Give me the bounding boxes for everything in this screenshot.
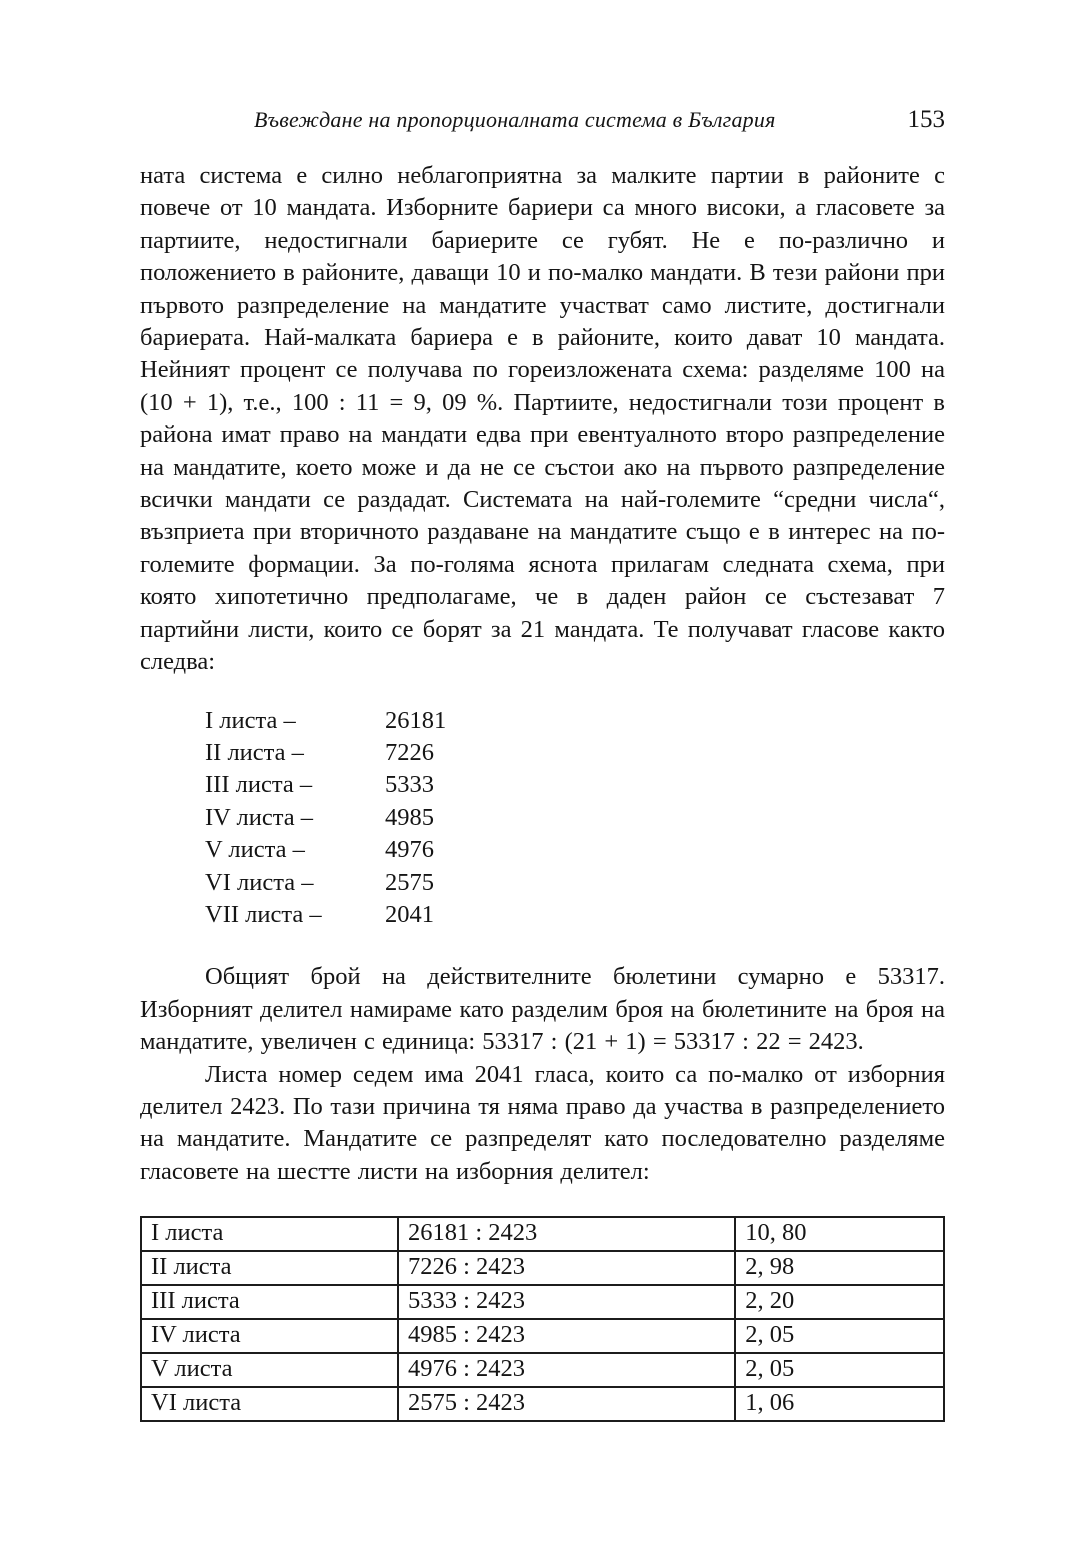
vote-list-value: 26181: [385, 706, 447, 734]
vote-list-label: I листа –: [205, 706, 296, 734]
table-cell-list: VI листа: [141, 1387, 398, 1421]
table-row: [141, 1319, 944, 1353]
list-item: [205, 737, 945, 769]
table-cell-division: 2575 : 2423: [398, 1387, 735, 1421]
table-cell-division: 5333 : 2423: [398, 1285, 735, 1319]
table-cell-result: 2, 98: [735, 1251, 944, 1285]
vote-list-value: 4976: [385, 836, 434, 864]
vote-list-label: VII листа –: [205, 900, 322, 928]
vote-list-value: 2575: [385, 868, 434, 896]
vote-list-value: 7226: [385, 738, 434, 766]
vote-list-label: IV листа –: [205, 803, 314, 831]
division-table: [140, 1216, 945, 1422]
table-cell-result: 2, 20: [735, 1285, 944, 1319]
list-item: [205, 769, 945, 801]
table-row: [141, 1387, 944, 1421]
vote-list-label: III листа –: [205, 771, 313, 799]
list-item: [205, 802, 945, 834]
table-cell-list: II листа: [141, 1251, 398, 1285]
vote-list-value: 2041: [385, 900, 434, 928]
table-cell-list: IV листа: [141, 1319, 398, 1353]
table-cell-division: 7226 : 2423: [398, 1251, 735, 1285]
vote-list-label: II листа –: [205, 738, 304, 766]
table-cell-result: 10, 80: [735, 1217, 944, 1251]
table-row: [141, 1353, 944, 1387]
vote-list: [205, 705, 945, 932]
table-row: [141, 1285, 944, 1319]
table-cell-result: 2, 05: [735, 1353, 944, 1387]
running-header-title: Въвеждане на пропорционалната система в България: [253, 107, 776, 132]
running-header: [140, 106, 945, 134]
list-item: [205, 867, 945, 899]
table-cell-result: 1, 06: [735, 1387, 944, 1421]
table-cell-list: III листа: [141, 1285, 398, 1319]
page-content: [140, 160, 945, 1422]
table-cell-division: 26181 : 2423: [398, 1217, 735, 1251]
vote-list-value: 4985: [385, 803, 434, 831]
vote-list-value: 5333: [385, 771, 434, 799]
page-number: 153: [907, 106, 945, 133]
table-cell-list: I листа: [141, 1217, 398, 1251]
vote-list-label: VI листа –: [205, 868, 314, 896]
table-cell-result: 2, 05: [735, 1319, 944, 1353]
paragraph-2: Общият брой на действителните бюлетини сумарно е 53317. Изборният делител намираме като разделим броя на бюлетините на броя на мандатите, увеличен с единица: 53317 : (21 + 1) = 53317 : 22 = 2423.: [140, 963, 945, 1056]
table-cell-division: 4985 : 2423: [398, 1319, 735, 1353]
table-cell-list: V листа: [141, 1353, 398, 1387]
list-item: [205, 899, 945, 931]
paragraph-1: ната система е силно неблагоприятна за малките партии в районите с повече от 10 мандата. Изборните бариери са много високи, а гласовете за партиите, недостигнали бариерите се губят. Не е по-различно и положението в районите, даващи 10 и по-малко мандати. В тези райони при първото разпределение на мандатите участват само листите, достигнали бариерата. Най-малката бариера е в районите, които дават 10 мандата. Нейният процент се получава по гореизложената схема: разделяме 100 на (10 + 1), т.е., 100 : 11 = 9, 09 %. Партиите, недостигнали този процент в района имат право на мандати едва при евентуалното второ разпределение на мандатите, което може и да не се състои ако на първото разпределение всички мандати се раздадат. Системата на най-големите “средни числа“, възприета при вторичното раздаване на мандатите също е в интерес на по-големите формации. За по-голяма яснота прилагам следната схема, при която хипотетично предполагаме, че в даден район се състезават 7 партийни листи, които се борят за 21 мандата. Те получават гласове както следва:: [140, 162, 945, 676]
paragraph-3: Листа номер седем има 2041 гласа, които са по-малко от изборния делител 2423. По тази причина тя няма право да участва в разпределението на мандатите. Мандатите се разпределят като последователно разделяме гласовете на шестте листи на изборния делител:: [140, 1060, 945, 1185]
list-item: [205, 834, 945, 866]
list-item: [205, 705, 945, 737]
vote-list-label: V листа –: [205, 836, 305, 864]
table-row: [141, 1251, 944, 1285]
table-cell-division: 4976 : 2423: [398, 1353, 735, 1387]
table-row: [141, 1217, 944, 1251]
